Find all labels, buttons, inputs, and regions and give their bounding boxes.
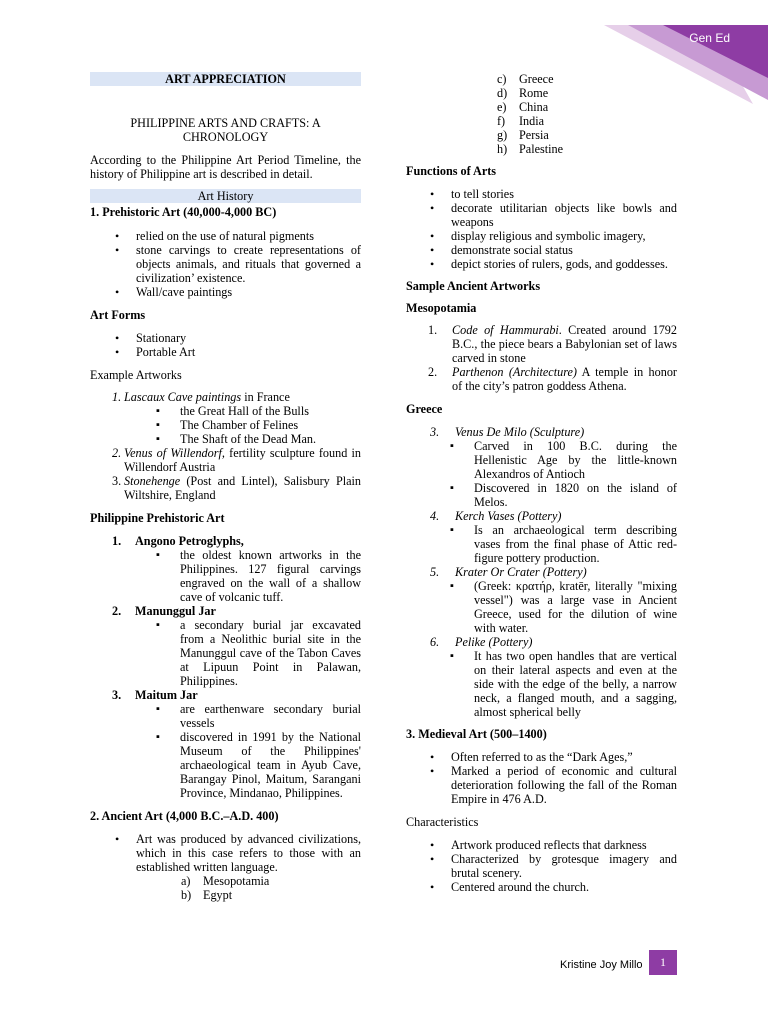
ph-item-1 xyxy=(90,534,361,604)
civ-name: Persia xyxy=(519,128,549,142)
art-forms-heading: Art Forms xyxy=(90,308,146,322)
right-column xyxy=(406,72,677,894)
samples-heading: Sample Ancient Artworks xyxy=(406,279,541,293)
list-item: ▪ Carved in 100 B.C. during the Hellenistic Age by the little-known Alexandros of Antioch xyxy=(474,439,677,481)
list-item xyxy=(181,874,361,888)
list-item xyxy=(181,888,361,902)
page-number: 1 xyxy=(649,950,677,975)
ancient-bullets xyxy=(90,832,361,874)
item-number: 1. xyxy=(428,323,438,337)
list-item: • Artwork produced reflects that darkness xyxy=(451,838,677,852)
artwork-title: Code of Hammurabi xyxy=(452,323,559,337)
civ-name: Palestine xyxy=(519,142,564,156)
item-number: 3. xyxy=(112,474,122,488)
list-item: • display religious and symbolic imagery, xyxy=(451,229,677,243)
artwork-title: Parthenon (Architecture) xyxy=(452,365,577,379)
list-item xyxy=(497,72,677,86)
artwork-title: Krater Or Crater (Pottery) xyxy=(455,565,587,579)
list-item: • stone carvings to create representations of objects animals, and rituals that governed a civilization’ existence. xyxy=(136,243,361,285)
list-item: • decorate utilitarian objects like bowls and weapons xyxy=(451,201,677,229)
item-letter: d) xyxy=(497,86,508,100)
civilization-list-cont xyxy=(406,72,677,156)
civilization-list xyxy=(90,874,361,902)
sublist xyxy=(135,618,361,688)
list-item: • Characterized by grotesque imagery and brutal scenery. xyxy=(451,852,677,880)
sublist xyxy=(135,702,361,800)
item-letter: h) xyxy=(497,142,508,156)
artwork-title: Lascaux Cave paintings xyxy=(124,390,242,404)
list-item: ▪ The Chamber of Felines xyxy=(180,418,361,432)
greece-item-6 xyxy=(406,635,677,719)
item-number: 2. xyxy=(428,365,438,379)
medieval-heading: 3. Medieval Art (500–1400) xyxy=(406,727,547,741)
artwork-title: Venus of Willendorf, xyxy=(124,446,225,460)
civ-name: Egypt xyxy=(203,888,233,902)
sublist xyxy=(135,548,361,604)
item-letter: b) xyxy=(181,888,192,902)
artwork-desc: in France xyxy=(241,390,290,404)
greece-item-5 xyxy=(406,565,677,635)
art-forms-list xyxy=(90,331,361,359)
list-item: • depict stories of rulers, gods, and goddesses. xyxy=(451,257,677,271)
art-history-bar: Art History xyxy=(90,189,361,203)
item-number: 4. xyxy=(430,509,440,523)
list-item: ▪ It has two open handles that are vertical on their lateral aspects and even at the side with the edge of the belly, a narrow neck, a flanged mouth, and a sagging, almost spherical belly xyxy=(474,649,677,719)
civ-name: Mesopotamia xyxy=(203,874,270,888)
sublist xyxy=(455,649,677,719)
ancient-heading: 2. Ancient Art (4,000 B.C.–A.D. 400) xyxy=(90,809,279,823)
item-letter: f) xyxy=(497,114,506,128)
civ-name: Rome xyxy=(519,86,549,100)
ph-prehistoric-heading: Philippine Prehistoric Art xyxy=(90,511,225,525)
greece-item-4 xyxy=(406,509,677,565)
artwork-title: Stonehenge xyxy=(124,474,181,488)
example-item-1 xyxy=(90,390,361,446)
list-item: ▪ a secondary burial jar excavated from a Neolithic burial site in the Manunggul cave of the Tabon Caves at Lipuun Point in Palawan, Philippines. xyxy=(180,618,361,688)
list-item: • Wall/cave paintings xyxy=(136,285,361,299)
list-item: • Marked a period of economic and cultural deterioration following the fall of the Roman Empire in 476 A.D. xyxy=(451,764,677,806)
list-item: ▪ discovered in 1991 by the National Museum of the Philippines' archaeological team in Ayub Cave, Barangay Pinol, Maitum, Sarangani Province, Mindanao, Philippines. xyxy=(180,730,361,800)
artwork-desc: (Post and Lintel), Salisbury Plain Wiltshire, England xyxy=(124,474,361,502)
item-number: 3. xyxy=(430,425,440,439)
sublist xyxy=(124,404,361,446)
artwork-title: Pelike (Pottery) xyxy=(455,635,533,649)
artwork-desc: fertility sculpture found in Willendorf Austria xyxy=(124,446,362,474)
list-item: • relied on the use of natural pigments xyxy=(136,229,361,243)
gen-ed-tag: Gen Ed xyxy=(689,31,730,45)
list-item xyxy=(497,142,677,156)
ph-item-3 xyxy=(90,688,361,800)
ph-artwork-title: Maitum Jar xyxy=(135,688,198,702)
example-item-3 xyxy=(90,474,361,502)
greece-heading: Greece xyxy=(406,402,443,416)
meso-item-2 xyxy=(406,365,677,393)
sublist xyxy=(455,523,677,565)
item-number: 1. xyxy=(112,534,122,548)
item-number: 3. xyxy=(112,688,122,702)
item-number: 2. xyxy=(112,446,122,460)
list-item xyxy=(497,128,677,142)
intro-paragraph: According to the Philippine Art Period Timeline, the history of Philippine art is described in detail. xyxy=(90,153,361,181)
list-item: • demonstrate social status xyxy=(451,243,677,257)
document-title: ART APPRECIATION xyxy=(90,72,361,86)
prehistoric-heading: 1. Prehistoric Art (40,000-4,000 BC) xyxy=(90,205,277,219)
ph-artwork-title: Angono Petroglyphs, xyxy=(135,534,244,548)
civ-name: China xyxy=(519,100,549,114)
medieval-bullets xyxy=(406,750,677,806)
mesopotamia-heading: Mesopotamia xyxy=(406,301,477,315)
ph-artwork-title: Manunggul Jar xyxy=(135,604,216,618)
civ-name: Greece xyxy=(519,72,554,86)
list-item xyxy=(497,86,677,100)
item-number: 6. xyxy=(430,635,440,649)
list-item: ▪ Is an archaeological term describing vases from the final phase of Attic red-figure pottery production. xyxy=(474,523,677,565)
meso-item-1 xyxy=(406,323,677,365)
list-item: ▪ the oldest known artworks in the Philippines. 127 figural carvings engraved on the wall of a shallow cave of volcanic tuff. xyxy=(180,548,361,604)
list-item: ▪ (Greek: κρατήρ, kratēr, literally "mixing vessel") was a large vase in Ancient Greece, used for the dilution of wine with water. xyxy=(474,579,677,635)
item-number: 5. xyxy=(430,565,440,579)
characteristics-list xyxy=(406,838,677,894)
list-item: • Centered around the church. xyxy=(451,880,677,894)
list-item: • Portable Art xyxy=(136,345,361,359)
item-letter: a) xyxy=(181,874,191,888)
list-item: ▪ are earthenware secondary burial vessels xyxy=(180,702,361,730)
list-item: ▪ the Great Hall of the Bulls xyxy=(180,404,361,418)
list-item: ▪ The Shaft of the Dead Man. xyxy=(180,432,361,446)
subtitle-line-1: PHILIPPINE ARTS AND CRAFTS: A xyxy=(130,116,321,130)
artwork-desc: . Created around 1792 B.C., the piece bears a Babylonian set of laws carved in stone xyxy=(452,323,677,365)
functions-heading: Functions of Arts xyxy=(406,164,497,178)
footer-author: Kristine Joy Millo xyxy=(560,959,643,971)
item-letter: c) xyxy=(497,72,507,86)
prehistoric-bullets xyxy=(90,229,361,299)
list-item xyxy=(497,114,677,128)
characteristics-heading: Characteristics xyxy=(406,815,479,829)
item-number: 1. xyxy=(112,390,122,404)
item-letter: g) xyxy=(497,128,508,142)
subtitle-line-2: CHRONOLOGY xyxy=(182,130,269,144)
civ-name: India xyxy=(519,114,545,128)
item-letter: e) xyxy=(497,100,507,114)
list-item: ▪ Discovered in 1820 on the island of Melos. xyxy=(474,481,677,509)
artwork-title: Kerch Vases (Pottery) xyxy=(455,509,562,523)
artwork-desc: A temple in honor of the city’s patron goddess Athena. xyxy=(452,365,677,393)
example-item-2 xyxy=(90,446,361,474)
greece-item-3 xyxy=(406,425,677,509)
sublist xyxy=(455,579,677,635)
list-item: • to tell stories xyxy=(451,187,677,201)
artwork-title: Venus De Milo (Sculpture) xyxy=(455,425,585,439)
functions-list xyxy=(406,187,677,271)
list-item: • Art was produced by advanced civilizations, which in this case refers to those with an established written language. xyxy=(136,832,361,874)
list-item xyxy=(497,100,677,114)
item-number: 2. xyxy=(112,604,122,618)
ph-item-2 xyxy=(90,604,361,688)
list-item: • Often referred to as the “Dark Ages,” xyxy=(451,750,677,764)
list-item: • Stationary xyxy=(136,331,361,345)
example-artworks-heading: Example Artworks xyxy=(90,368,182,382)
sublist xyxy=(455,439,677,509)
left-column xyxy=(90,72,361,902)
